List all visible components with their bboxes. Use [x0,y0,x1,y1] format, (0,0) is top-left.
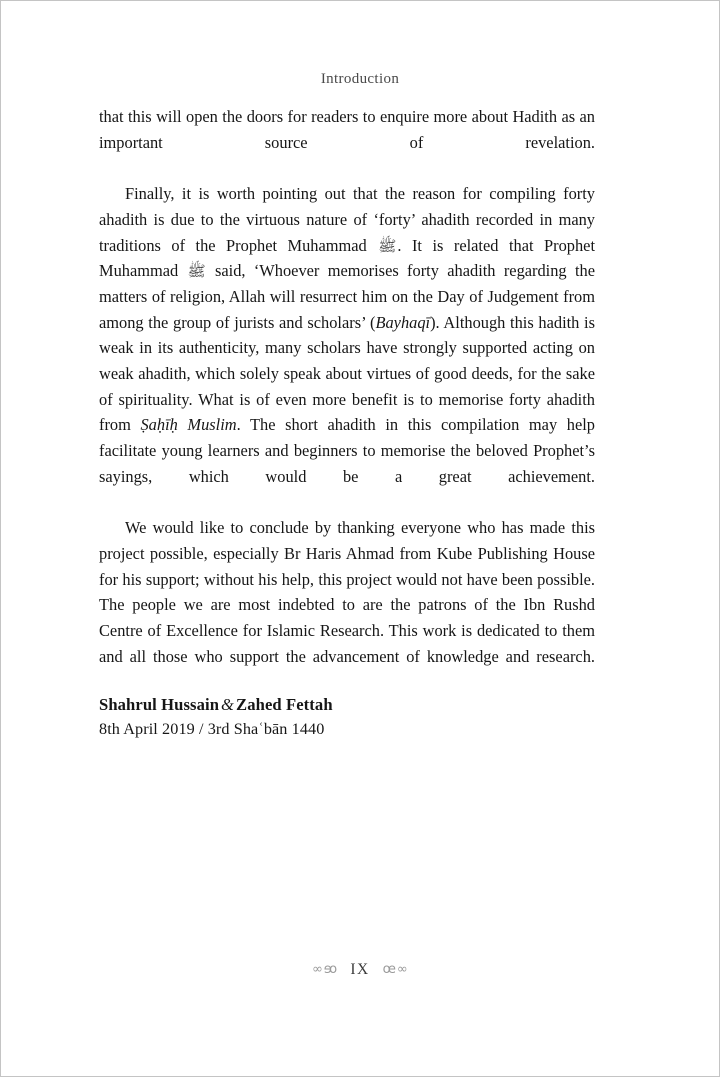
fleuron-ornament-right-icon: œ∞ [382,962,409,977]
citation-sahih-muslim: Ṣaḥīḥ Muslim [140,415,237,435]
paragraph-conclusion: We would like to conclude by thanking everyone who has made this project possible, especially Br Haris Ahmad from Kube Publishing House for his support; without his help, this project would not have been possible. The people we are most indebted to are the patrons of the Ibn Rushd Centre of Excellence for Islamic Research. This work is dedicated to them and all those who support the advancement of knowledge and research. [99,518,595,666]
author-name-secondary: Zahed Fettah [236,695,333,714]
paragraph-finally-part-5: . The short ahadith in this compilation may help facilitate young learners and beginners to memorise the beloved Prophet’s sayings, which would be a great achievement. [99,415,595,486]
author-name-primary: Shahrul Hussain [99,695,220,714]
fleuron-ornament-left-icon: œ∞ [311,962,338,977]
citation-bayhaqi: Bayhaqī [375,312,431,332]
paragraph-finally [99,181,595,515]
paragraph-finally-part-2: . It is related that Prophet Muhammad [99,235,595,281]
body-text-block [99,104,595,695]
running-head: Introduction [320,71,400,87]
signature-block [99,693,595,742]
ampersand-glyph: & [221,695,235,714]
page-number: IX [350,961,370,978]
signature-authors [99,693,595,717]
paragraph-finally-part-1: Finally, it is worth pointing out that the reason for compiling forty ahadith is due to the virtuous nature of ‘forty’ ahadith recorded in many traditions of the Prophet Muhammad [99,184,595,255]
sallallahu-alayhi-wasallam-icon: ﷺ [378,236,397,255]
paragraph-finally-part-3: said, ‘Whoever memorises forty ahadith regarding the matters of religion, Allah will resurrect him on the Day of Judgement from among the group of jurists and scholars’ ( [99,261,595,332]
paragraph-finally-part-4: ). Although this hadith is weak in its authenticity, many scholars have strongly supported acting on weak ahadith, which solely speak about virtues of good deeds, for the sake of spirituality. What is of even more benefit is to memorise forty ahadith from [99,312,595,435]
folio [1,961,719,979]
signature-date: 8th April 2019 / 3rd Shaʿbān 1440 [99,720,325,738]
paragraph-continuation: that this will open the doors for readers to enquire more about Hadith as an important source of revelation. [99,107,595,152]
sallallahu-alayhi-wasallam-icon: ﷺ [187,262,206,281]
